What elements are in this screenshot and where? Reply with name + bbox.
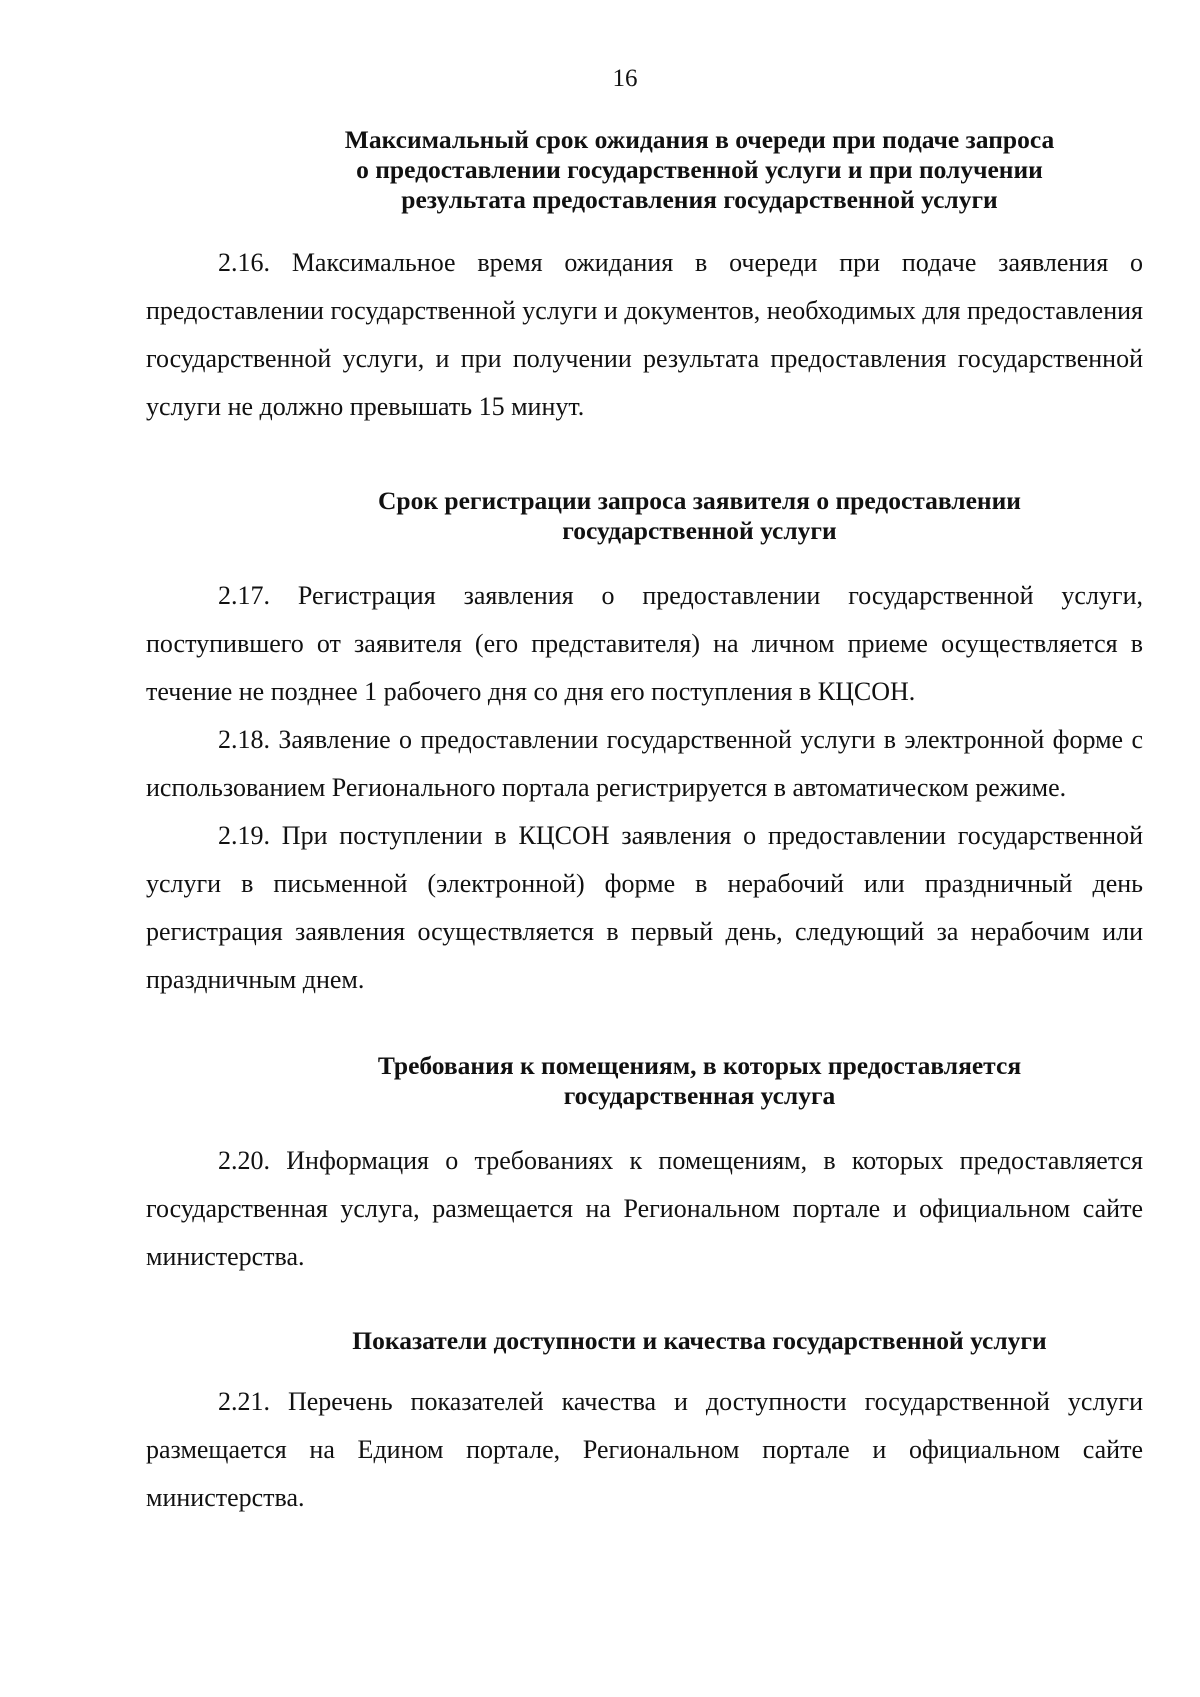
heading-line: результата предоставления государственной услуги <box>401 185 998 214</box>
section-heading-quality-indicators <box>146 1326 1143 1356</box>
heading-line: Срок регистрации запроса заявителя о предоставлении <box>377 486 1022 515</box>
heading-line: государственная услуга <box>563 1081 836 1110</box>
paragraph-2-19: 2.19. При поступлении в КЦСОН заявления о предоставлении государственной услуги в письменной (электронной) форме в нерабочий или праздничный день регистрация заявления осуществляется в первый день, следующий за нерабочим или праздничным днем. <box>146 821 1143 994</box>
page-number: 16 <box>612 65 638 92</box>
section-heading-premises-requirements <box>146 1051 1143 1111</box>
heading-line: о предоставлении государственной услуги и при получении <box>356 155 1043 184</box>
section-heading-waiting-time <box>146 125 1143 215</box>
heading-line: государственной услуги <box>562 516 837 545</box>
section-heading-registration-term <box>146 486 1143 546</box>
paragraph-2-21: 2.21. Перечень показателей качества и доступности государственной услуги размещается на Едином портале, Региональном портале и официальном сайте министерства. <box>146 1387 1143 1512</box>
document-body <box>146 125 1143 1522</box>
heading-line: Требования к помещениям, в которых предоставляется <box>377 1051 1022 1080</box>
heading-line: Показатели доступности и качества государственной услуги <box>352 1326 1047 1355</box>
heading-line: Максимальный срок ожидания в очереди при подаче запроса <box>344 125 1055 154</box>
paragraph-2-16: 2.16. Максимальное время ожидания в очереди при подаче заявления о предоставлении государственной услуги и документов, необходимых для предоставления государственной услуги, и при получении результата предоставления государственной услуги не должно превышать 15 минут. <box>146 248 1143 421</box>
paragraph-2-18: 2.18. Заявление о предоставлении государственной услуги в электронной форме с использованием Регионального портала регистрируется в автоматическом режиме. <box>146 725 1143 802</box>
paragraph-2-17: 2.17. Регистрация заявления о предоставлении государственной услуги, поступившего от заявителя (его представителя) на личном приеме осуществляется в течение не позднее 1 рабочего дня со дня его поступления в КЦСОН. <box>146 581 1143 706</box>
paragraph-2-20: 2.20. Информация о требованиях к помещениям, в которых предоставляется государственная услуга, размещается на Региональном портале и официальном сайте министерства. <box>146 1146 1143 1271</box>
